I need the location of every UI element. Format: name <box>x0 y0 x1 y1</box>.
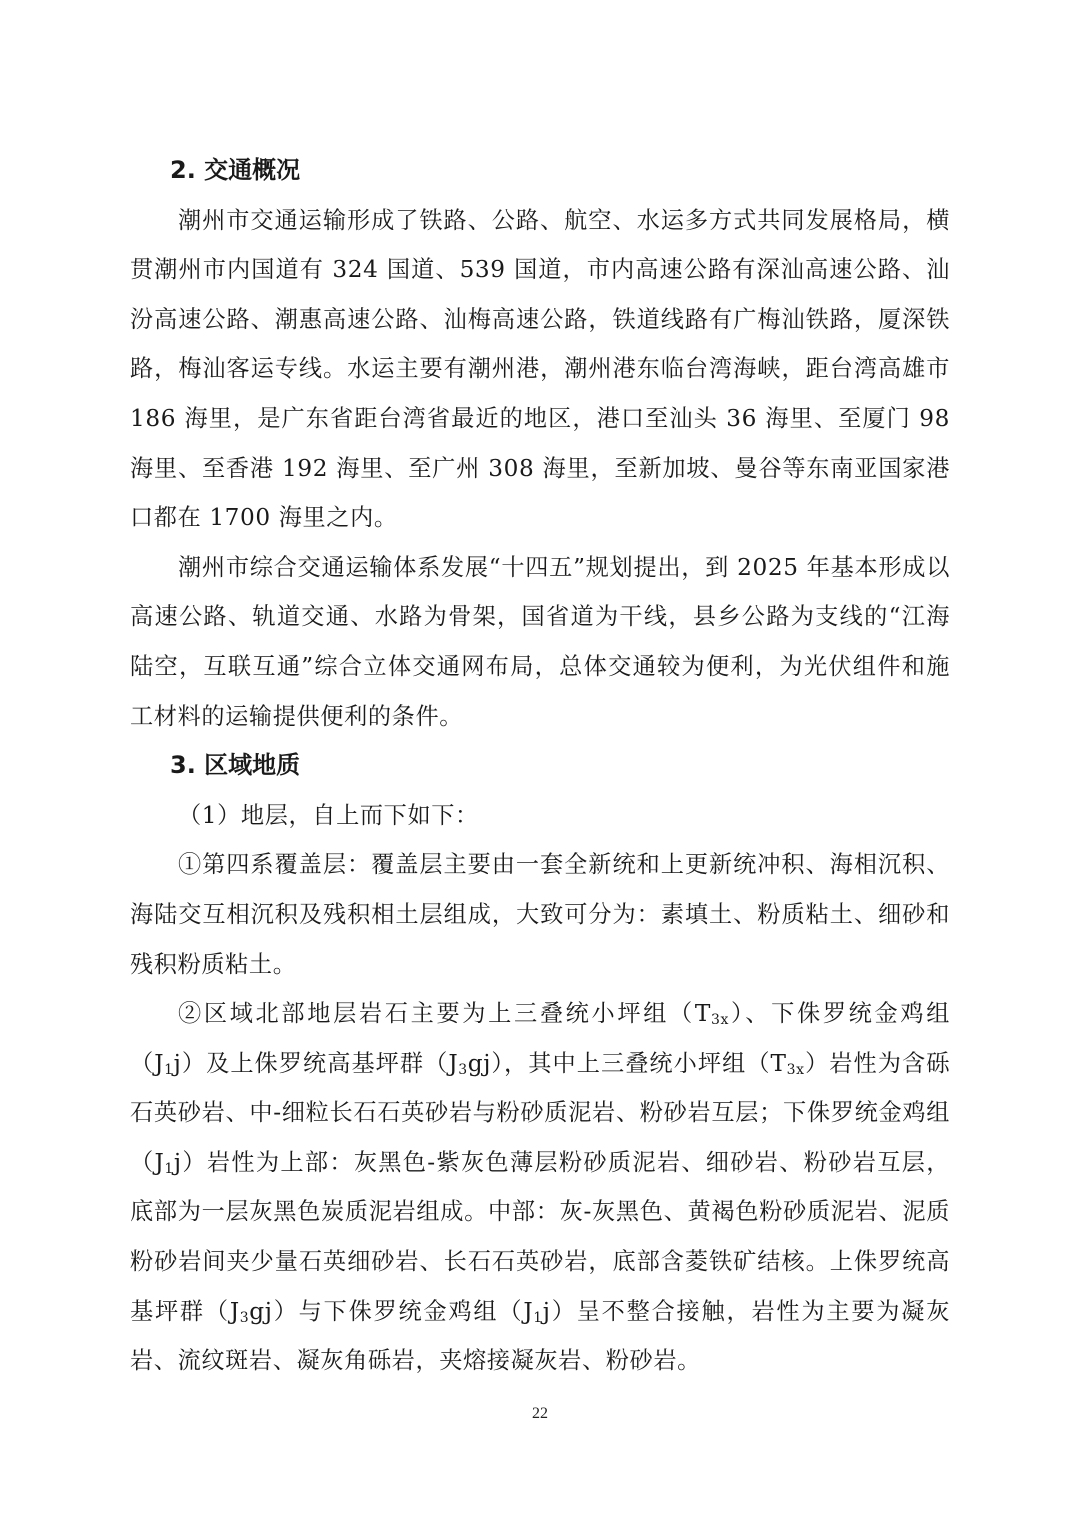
bedrock-text: gj）与下侏罗统金鸡组（J <box>249 1297 534 1325</box>
formation-subscript: 3x <box>786 1061 805 1078</box>
section-heading-geology: 3. 区域地质 <box>170 751 301 780</box>
formation-subscript: 1 <box>164 1160 174 1177</box>
bedrock-text: ）岩性为含砾石英砂岩、中-细粒长石石英砂岩与粉砂质泥岩、粉砂岩互层；下侏罗统金鸡组（J <box>130 1049 950 1176</box>
bedrock-text: ）、下侏罗统金鸡组（J <box>130 1000 950 1077</box>
formation-subscript: 3x <box>710 1012 729 1029</box>
formation-subscript: 3 <box>239 1309 250 1326</box>
bedrock-text: ②区域北部地层岩石主要为上三叠统小坪组（T <box>178 1000 711 1028</box>
page-number: 22 <box>532 1405 548 1422</box>
formation-subscript: 1 <box>164 1061 174 1078</box>
paragraph-traffic-overview: 潮州市交通运输形成了铁路、公路、航空、水运多方式共同发展格局，横贯潮州市内国道有 324 国道、539 国道，市内高速公路有深汕高速公路、汕汾高速公路、潮惠高速公路、汕梅高速公路，铁道线路有广梅汕铁路，厦深铁路，梅汕客运专线。水运主要有潮州港，潮州港东临台湾海峡，距台湾高雄市 186 海里，是广东省距台湾省最近的地区，港口至汕头 36 海里、至厦门 98 海里、至香港 192 海里、至广州 308 海里，至新加坡、曼谷等东南亚国家港口都在 1700 海里之内。 <box>130 206 950 532</box>
paragraph-strata-intro: （1）地层，自上而下如下： <box>178 801 479 829</box>
page-content <box>130 146 950 1386</box>
paragraph-bedrock <box>130 989 950 1386</box>
paragraph-quaternary: ①第四系覆盖层：覆盖层主要由一套全新统和上更新统冲积、海相沉积、海陆交互相沉积及残积相土层组成，大致可分为：素填土、粉质粘土、细砂和残积粉质粘土。 <box>130 851 950 978</box>
formation-subscript: 3 <box>458 1061 468 1078</box>
bedrock-text: gj），其中上三叠统小坪组（T <box>467 1049 787 1077</box>
bedrock-text: j）岩性为上部：灰黑色-紫灰色薄层粉砂质泥岩、细砂岩、粉砂岩互层，底部为一层灰黑色炭质泥岩组成。中部：灰-灰黑色、黄褐色粉砂质泥岩、泥质粉砂岩间夹少量石英细砂岩、长石石英砂岩，底部含菱铁矿结核。上侏罗统高基坪群（J <box>130 1148 950 1325</box>
paragraph-traffic-plan: 潮州市综合交通运输体系发展“十四五”规划提出，到 2025 年基本形成以高速公路、轨道交通、水路为骨架，国省道为干线，县乡公路为支线的“江海陆空，互联互通”综合立体交通网布局，总体交通较为便利，为光伏组件和施工材料的运输提供便利的条件。 <box>130 553 950 730</box>
section-heading-traffic: 2. 交通概况 <box>170 156 301 184</box>
bedrock-text: j）呈不整合接触，岩性为主要为凝灰岩、流纹斑岩、凝灰角砾岩，夹熔接凝灰岩、粉砂岩。 <box>130 1297 951 1375</box>
bedrock-text: j）及上侏罗统高基坪群（J <box>173 1049 459 1077</box>
formation-subscript: 1 <box>533 1309 543 1326</box>
